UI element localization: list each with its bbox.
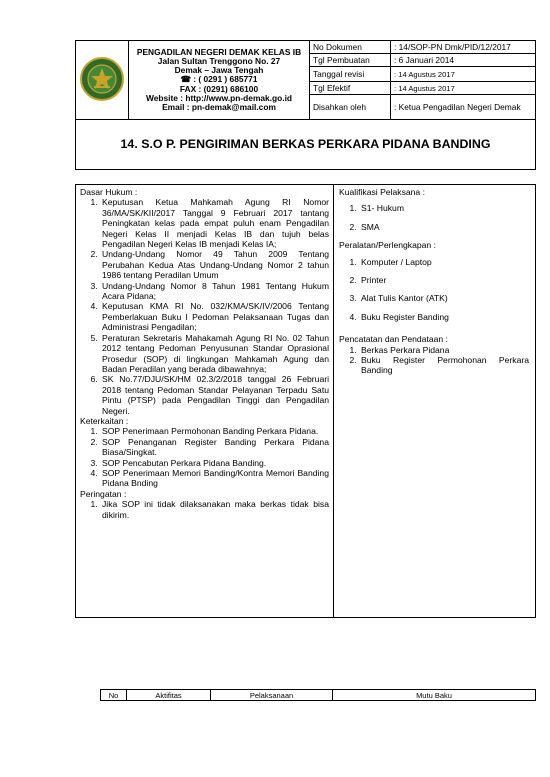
right-column	[334, 185, 535, 617]
list-item: 2. SMA	[359, 222, 529, 232]
org-email: Email : pn-demak@mail.com	[162, 102, 276, 112]
meta-label-disahkan-oleh: Disahkan oleh	[310, 95, 391, 120]
kualifikasi-list	[339, 203, 529, 232]
list-item: 4. SOP Penerimaan Memori Banding/Kontra Memori Banding Pidana Bnding	[100, 468, 329, 489]
keterkaitan-list	[80, 426, 329, 488]
org-city: Demak – Jawa Tengah	[174, 65, 264, 76]
list-item: 1. Keputusan Ketua Mahkamah Agung RI Nomor 36/MA/SK/KII/2017 Tanggal 9 Februari 2017 tantang Peningkatan kelas pada empat puluh enam Pengadilan Negeri Kelas II menjadi Kelas IB dan tujuh belas Pengadilan Negeri Kelas IB menjadi Kelas IA;	[100, 197, 329, 249]
dasar-hukum-list	[80, 197, 329, 416]
meta-label-tgl-efektif: Tgl Efektif	[310, 82, 391, 95]
pencatatan-heading: Pencatatan dan Pendataan :	[339, 334, 448, 345]
peralatan-list	[339, 257, 529, 323]
keterkaitan-heading: Keterkaitan :	[80, 415, 129, 426]
peralatan-heading: Peralatan/Perlengkapan :	[339, 240, 436, 251]
org-website: Website : http://www.pn-demak.go.id	[145, 92, 293, 103]
pencatatan-list	[339, 345, 529, 376]
dasar-hukum-heading: Dasar Hukum :	[80, 187, 138, 197]
list-item: 3. Alat Tulis Kantor (ATK)	[359, 293, 529, 303]
org-address: Jalan Sultan Trenggono No. 27	[157, 55, 281, 66]
document-header-table	[75, 40, 536, 120]
column-header-pelaksanaan: Pelaksanaan	[211, 690, 333, 701]
list-item: 3. Undang-Undang Nomor 8 Tahun 1981 Tentang Hukum Acara Pidana;	[100, 281, 329, 302]
list-item: 1. Komputer / Laptop	[359, 257, 529, 267]
list-item: 1. Jika SOP ini tidak dilaksanakan maka berkas tidak bisa dikirim.	[100, 499, 329, 520]
list-item: 2. Undang-Undang Nomor 49 Tahun 2009 Tentang Perubahan Kedua Atas Undang-Undang Nomor 2 tahun 1986 tentang Peradilan Umum	[100, 249, 329, 280]
left-column	[76, 185, 334, 617]
document-title: 14. S.O P. PENGIRIMAN BERKAS PERKARA PIDANA BANDING	[75, 119, 536, 170]
list-item: 2. SOP Penanganan Register Banding Perkara Pidana Biasa/Singkat.	[100, 437, 329, 458]
org-fax: FAX : (0291) 686100	[179, 83, 259, 94]
list-item: 2. Buku Register Permohonan Perkara Banding	[359, 355, 529, 376]
list-item: 1. S1- Hukum	[359, 203, 529, 213]
procedure-table-header	[100, 689, 536, 701]
list-item: 5. Peraturan Sekretaris Mahakamah Agung RI No. 02 Tahun 2012 tentang Pedoman Penyusunan Standar Oprasional Prosedur (SOP) di lingkungan Mahkamah Agung dan Badan Peradilan yang berada dibawahnya;	[100, 333, 329, 375]
meta-value-tanggal-revisi: : 14 Agustus 2017	[391, 67, 536, 82]
meta-value-tgl-efektif: : 14 Agustus 2017	[391, 82, 536, 95]
meta-value-no-dokumen: : 14/SOP-PN Dmk/PID/12/2017	[391, 41, 536, 54]
list-item: 4. Buku Register Banding	[359, 312, 529, 322]
list-item: 2. Printer	[359, 275, 529, 285]
org-name: PENGADILAN NEGERI DEMAK KELAS IB	[136, 46, 302, 57]
peringatan-list	[80, 499, 329, 520]
column-header-mutu-baku: Mutu Baku	[333, 690, 536, 701]
meta-label-tgl-pembuatan: Tgl Pembuatan	[310, 54, 391, 67]
organization-info	[129, 41, 310, 120]
logo-cell	[76, 41, 129, 120]
peringatan-heading: Peringatan :	[80, 488, 127, 499]
list-item: 3. SOP Pencabutan Perkara Pidana Banding.	[100, 458, 329, 468]
main-content-box	[75, 184, 536, 618]
list-item: 1. Berkas Perkara Pidana	[359, 345, 529, 355]
column-header-no: No	[101, 690, 127, 701]
kualifikasi-heading: Kualifikasi Pelaksana :	[339, 187, 425, 197]
meta-label-tanggal-revisi: Tanggal revisi	[310, 67, 391, 82]
list-item: 1. SOP Penerimaan Permohonan Banding Perkara Pidana.	[100, 426, 329, 436]
list-item: 4. Keputusan KMA RI No. 032/KMA/SK/IV/2006 Tentang Pemberlakuan Buku I Pedoman Pelaksanaan Tugas dan Administrasi Pengadilan;	[100, 301, 329, 332]
column-header-aktifitas: Aktifitas	[127, 690, 211, 701]
meta-label-no-dokumen: No Dokumen	[310, 41, 391, 54]
list-item: 6. SK No.77/DJU/SK/HM 02.3/2/2018 tanggal 26 Februari 2018 tentang Pedoman Standar Pelayanan Terpadu Satu Pintu (PTSP) pada Pengadilan Tinggi dan Pengadilan Negeri.	[100, 374, 329, 416]
court-logo-icon	[79, 56, 125, 102]
meta-value-tgl-pembuatan: : 6 Januari 2014	[391, 54, 536, 67]
meta-value-disahkan-oleh: : Ketua Pengadilan Negeri Demak	[391, 95, 536, 120]
org-phone: ☎ : ( 0291 ) 685771	[180, 74, 258, 85]
